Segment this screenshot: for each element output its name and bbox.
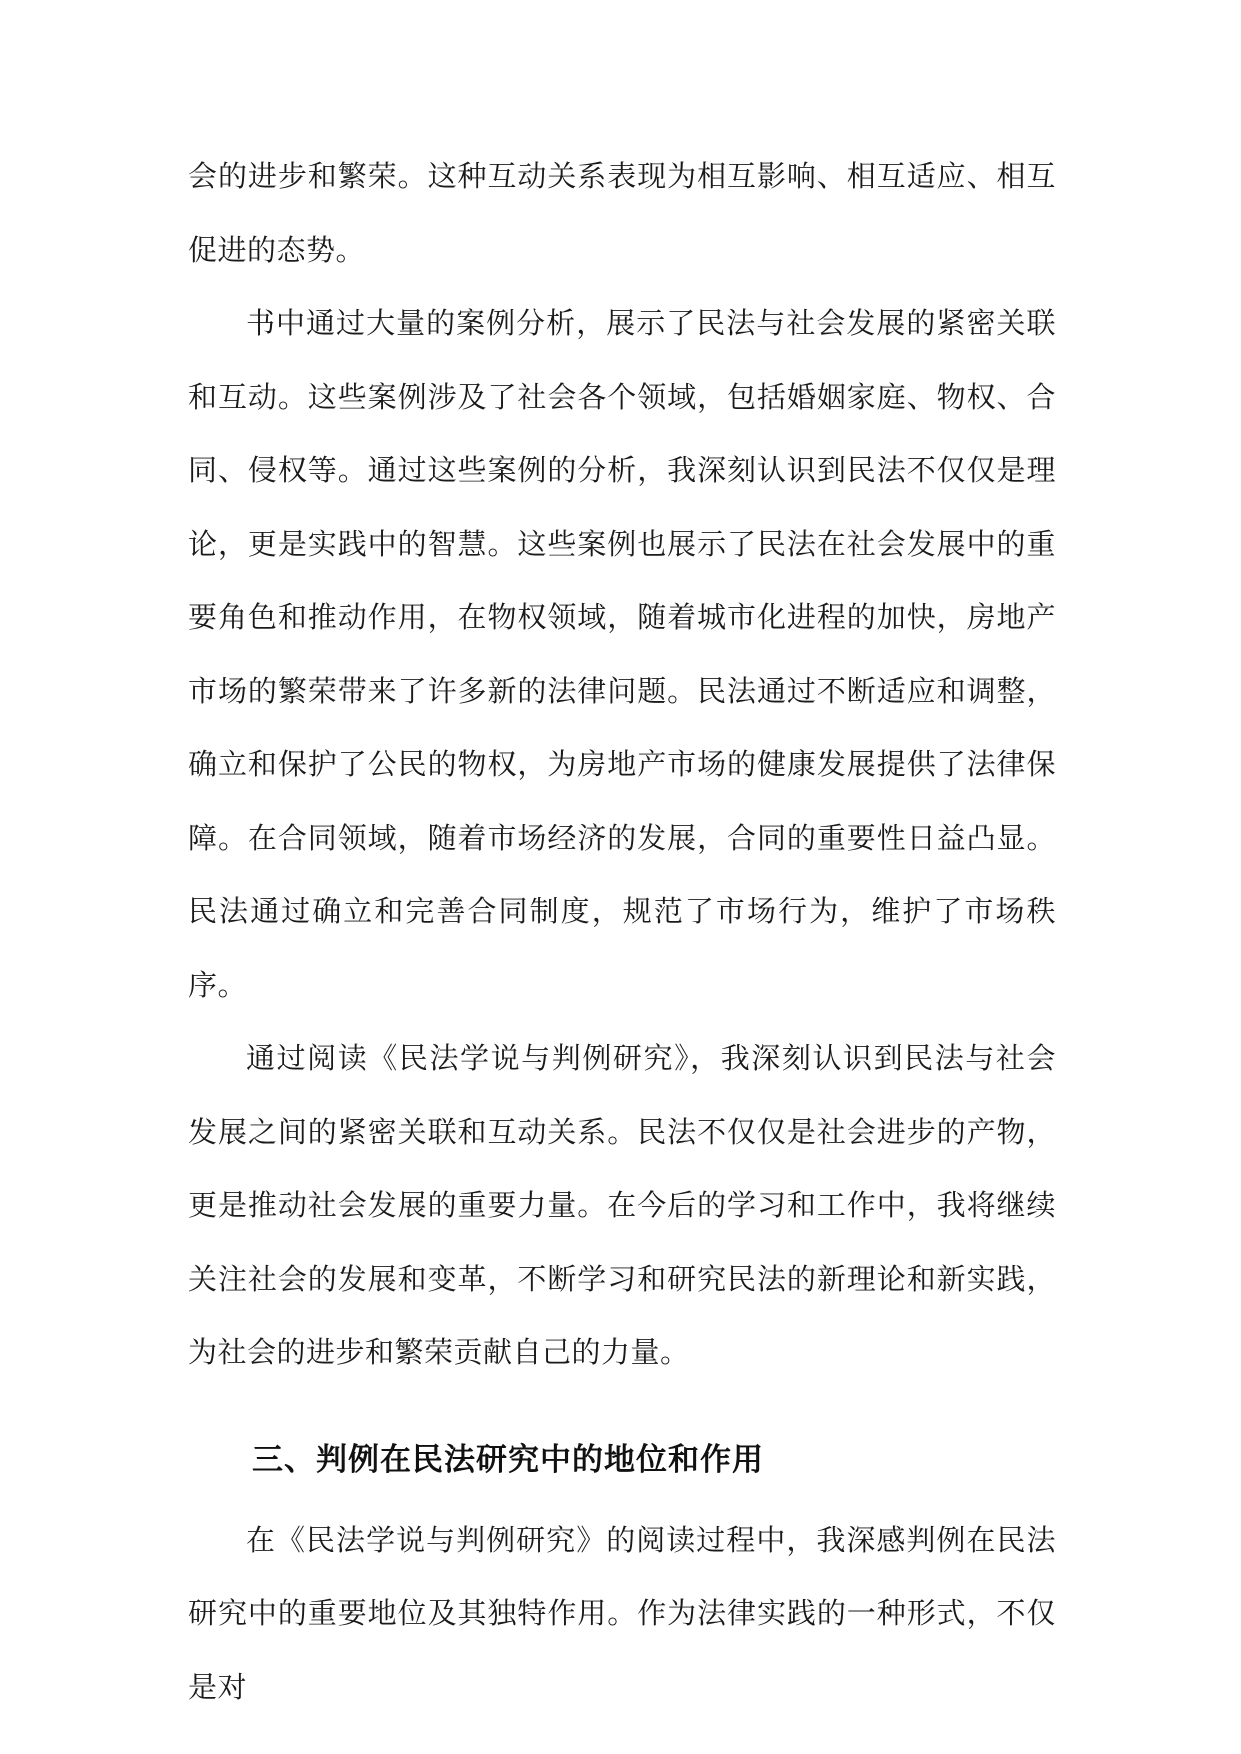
paragraph-conclusion: 通过阅读《民法学说与判例研究》，我深刻认识到民法与社会发展之间的紧密关联和互动关系。民法不仅仅是社会进步的产物，更是推动社会发展的重要力量。在今后的学习和工作中，我将继续关注社会的发展和变革，不断学习和研究民法的新理论和新实践，为社会的进步和繁荣贡献自己的力量。 [188,1041,1056,1369]
paragraph-continuation: 会的进步和繁荣。这种互动关系表现为相互影响、相互适应、相互促进的态势。 [188,159,1056,267]
document-body [188,140,1056,1724]
paragraph-section-intro: 在《民法学说与判例研究》的阅读过程中，我深感判例在民法研究中的重要地位及其独特作用。作为法律实践的一种形式，不仅是对 [188,1522,1056,1704]
section-heading: 三、判例在民法研究中的地位和作用 [252,1441,764,1478]
paragraph-case-analysis: 书中通过大量的案例分析，展示了民法与社会发展的紧密关联和互动。这些案例涉及了社会各个领域，包括婚姻家庭、物权、合同、侵权等。通过这些案例的分析，我深刻认识到民法不仅仅是理论，更是实践中的智慧。这些案例也展示了民法在社会发展中的重要角色和推动作用，在物权领域，随着城市化进程的加快，房地产市场的繁荣带来了许多新的法律问题。民法通过不断适应和调整，确立和保护了公民的物权，为房地产市场的健康发展提供了法律保障。在合同领域，随着市场经济的发展，合同的重要性日益凸显。民法通过确立和完善合同制度，规范了市场行为，维护了市场秩序。 [188,306,1056,1002]
